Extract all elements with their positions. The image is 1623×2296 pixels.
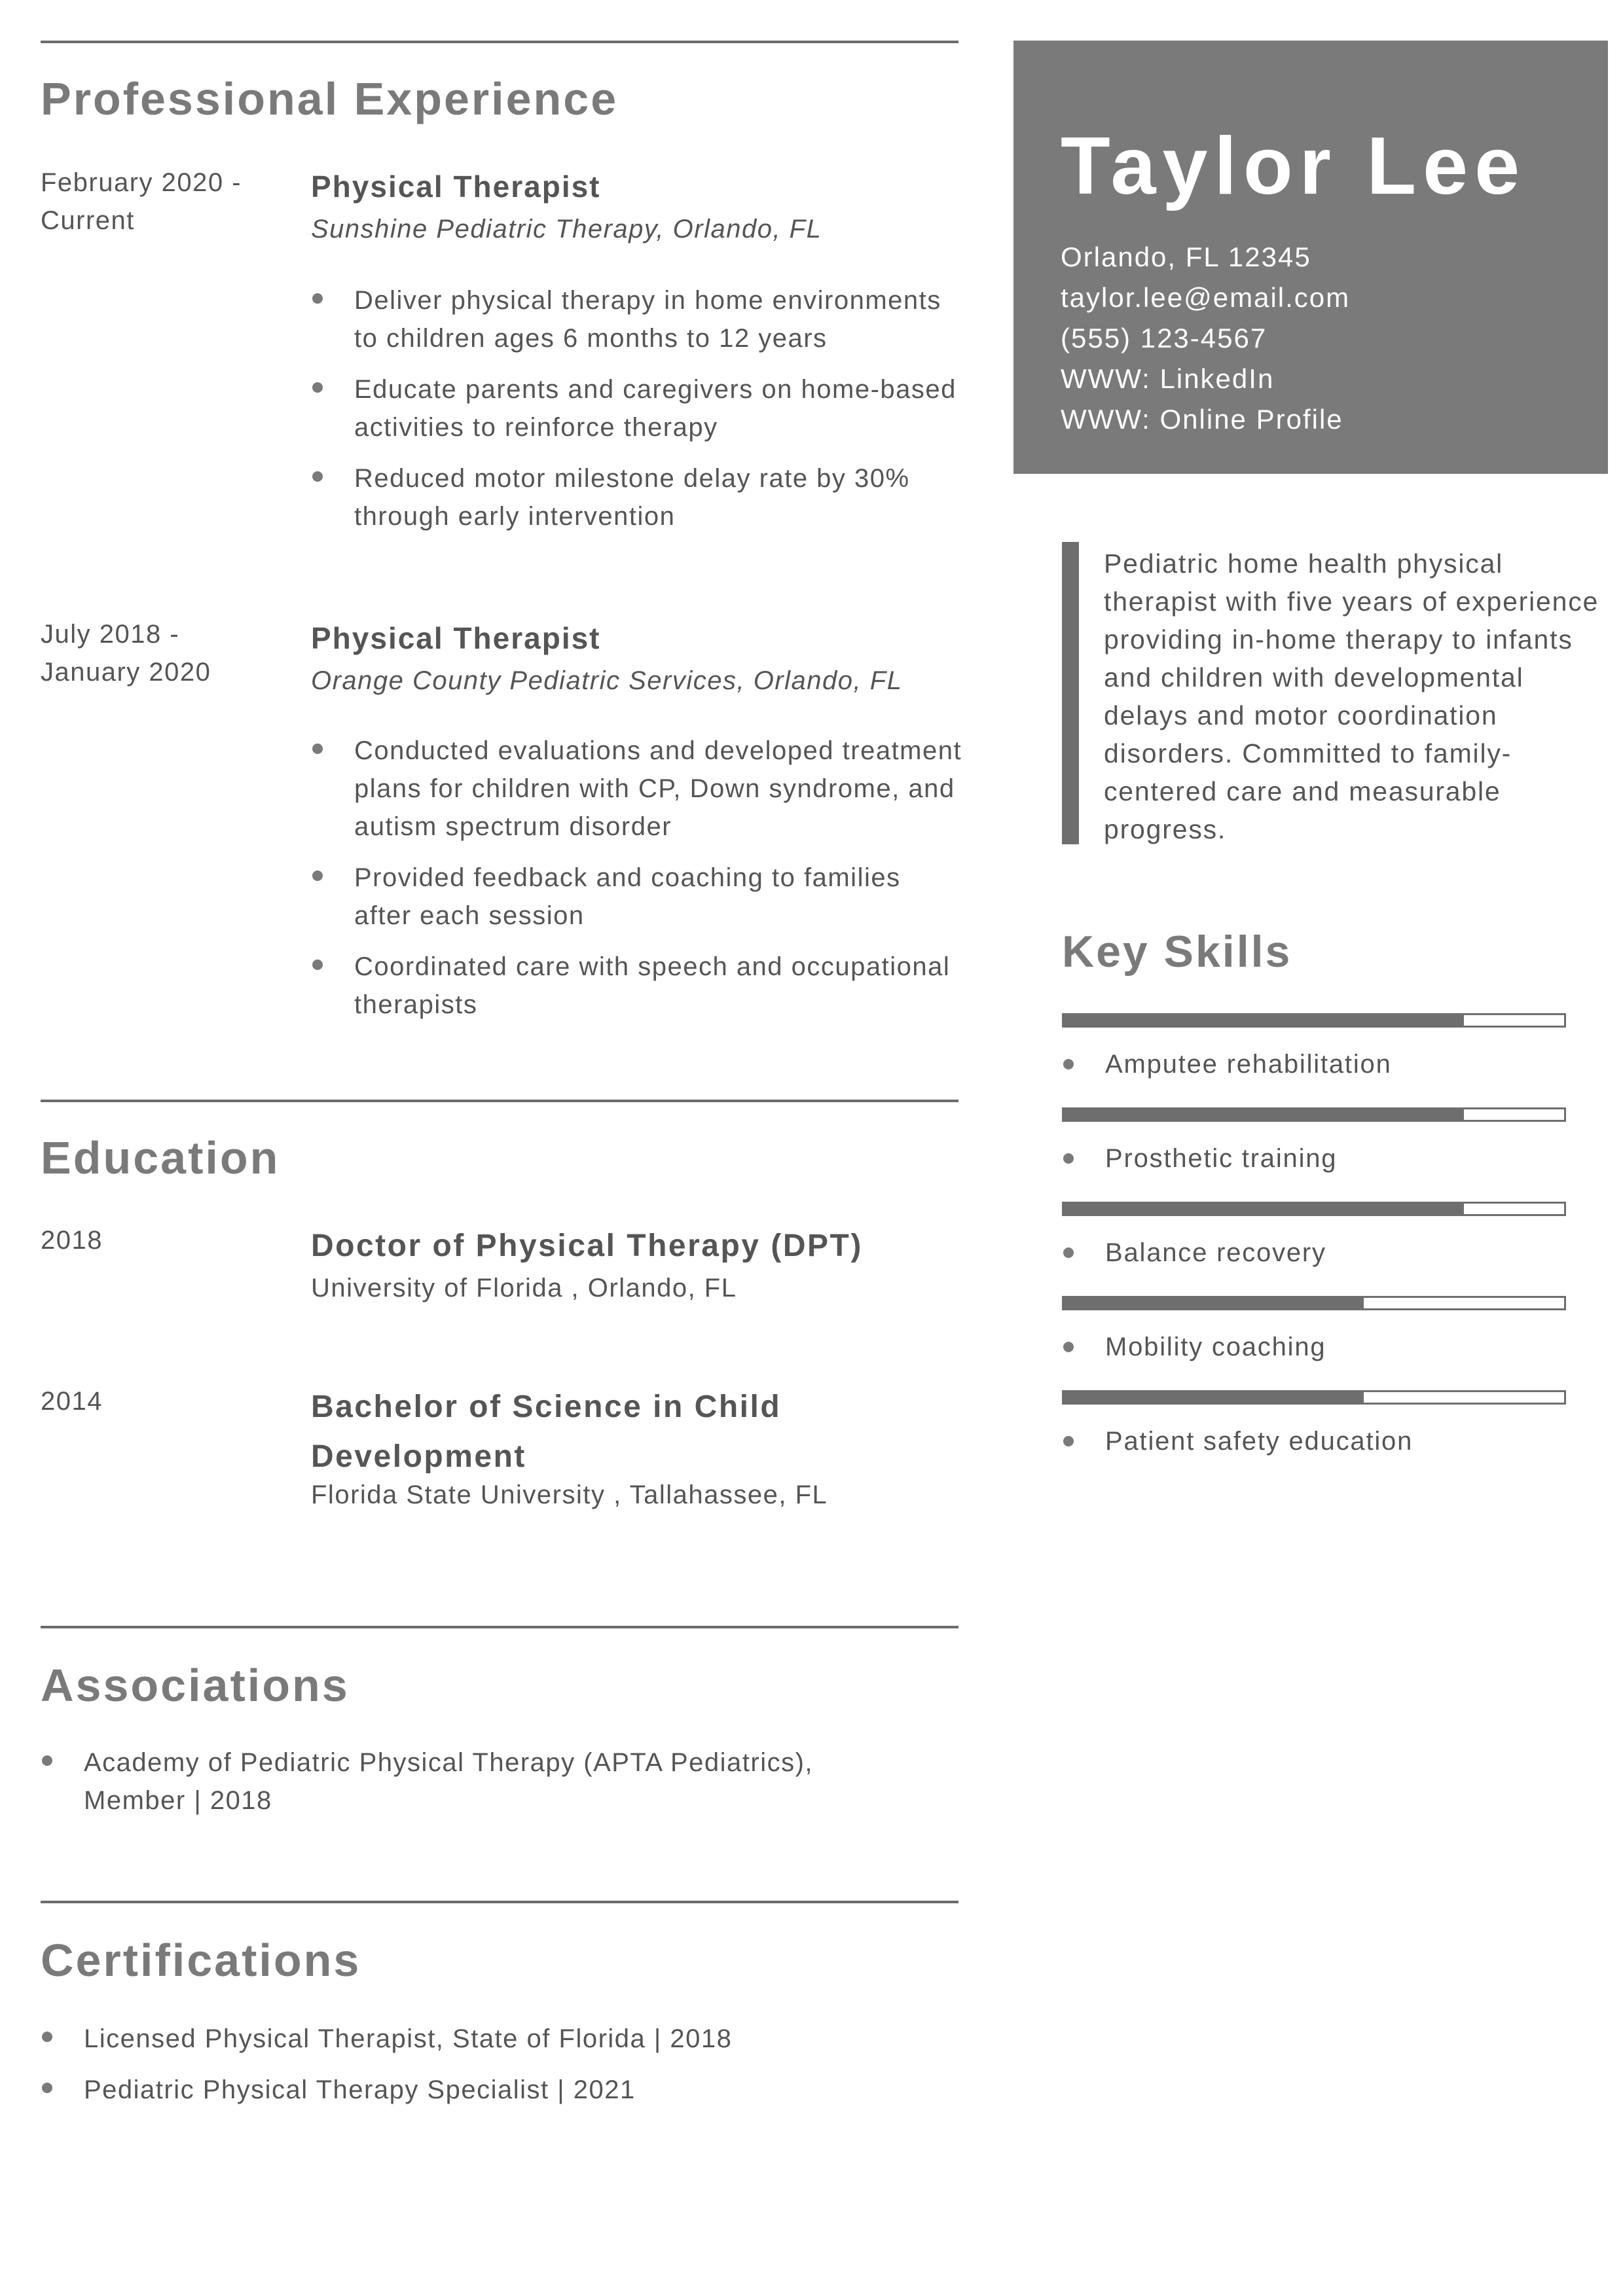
skill-name: Amputee rehabilitation — [1105, 1050, 1392, 1079]
bullet-icon — [312, 382, 323, 393]
skills-heading: Key Skills — [1062, 927, 1292, 977]
contact-profile-link[interactable]: WWW: Online Profile — [1061, 404, 1343, 435]
professional-summary: Pediatric home health physical therapist with five years of experience providing in-home therapy to infants and children with developmental delays and motor coordination disorders. Committed to family-centered care and measurable progress. — [1104, 548, 1599, 844]
job-bullets — [311, 732, 966, 1037]
skill-level-fill — [1064, 1015, 1464, 1026]
skill-level-bar — [1062, 1107, 1566, 1122]
associations-list — [41, 1744, 892, 1833]
education-school: Florida State University , Tallahassee, FL — [311, 1480, 828, 1509]
bullet-icon — [1063, 1342, 1074, 1352]
skill-name: Mobility coaching — [1105, 1333, 1326, 1361]
bullet-icon — [1063, 1247, 1074, 1258]
list-item: Provided feedback and coaching to families after each session — [311, 859, 966, 935]
header-box — [1013, 41, 1608, 474]
bullet-icon — [1063, 1436, 1074, 1446]
job-date-end: January 2020 — [41, 658, 211, 687]
bullet-icon — [312, 744, 323, 754]
contact-linkedin-link[interactable]: WWW: LinkedIn — [1061, 363, 1275, 394]
experience-heading: Professional Experience — [41, 73, 619, 124]
education-school: University of Florida , Orlando, FL — [311, 1274, 737, 1302]
job-title: Physical Therapist — [311, 621, 601, 655]
section-divider — [41, 1626, 958, 1628]
contact-email[interactable]: taylor.lee@email.com — [1061, 282, 1351, 313]
skill-level-bar — [1062, 1202, 1566, 1216]
bullet-icon — [312, 471, 323, 482]
section-divider — [41, 1901, 958, 1903]
section-divider — [41, 41, 958, 43]
skill-level-bar — [1062, 1296, 1566, 1310]
bullet-icon — [42, 2032, 52, 2042]
list-item: Deliver physical therapy in home environments to children ages 6 months to 12 years — [311, 281, 966, 357]
summary-accent-bar — [1062, 542, 1079, 844]
associations-heading: Associations — [41, 1660, 350, 1711]
education-degree: Doctor of Physical Therapy (DPT) — [311, 1229, 863, 1263]
skill-name: Prosthetic training — [1105, 1144, 1338, 1173]
job-dates — [41, 615, 276, 691]
list-item: Academy of Pediatric Physical Therapy (APTA Pediatrics), Member | 2018 — [41, 1744, 892, 1820]
education-degree: Bachelor of Science in Child Development — [311, 1390, 782, 1474]
job-company: Orange County Pediatric Services, Orlando, FL — [311, 666, 903, 695]
list-item: Conducted evaluations and developed treatment plans for children with CP, Down syndrome, and autism spectrum disorder — [311, 732, 966, 846]
skill-name: Balance recovery — [1105, 1238, 1326, 1267]
skill-level-fill — [1064, 1392, 1364, 1403]
list-item: Coordinated care with speech and occupational therapists — [311, 948, 966, 1024]
skill-level-fill — [1064, 1298, 1364, 1308]
skill-name: Patient safety education — [1105, 1427, 1413, 1456]
skill-level-fill — [1064, 1109, 1464, 1120]
bullet-icon — [312, 293, 323, 304]
bullet-icon — [42, 1755, 52, 1766]
bullet-icon — [42, 2083, 52, 2093]
job-date-start: July 2018 - — [41, 620, 180, 649]
job-date-start: February 2020 - — [41, 168, 242, 197]
bullet-icon — [312, 870, 323, 881]
job-company: Sunshine Pediatric Therapy, Orlando, FL — [311, 215, 822, 243]
education-year: 2014 — [41, 1387, 103, 1416]
job-date-end: Current — [41, 206, 135, 235]
bullet-icon — [312, 960, 323, 970]
job-dates — [41, 164, 276, 240]
certifications-heading: Certifications — [41, 1935, 361, 1986]
skill-level-bar — [1062, 1390, 1566, 1405]
certifications-list — [41, 2020, 958, 2122]
candidate-name: Taylor Lee — [1061, 121, 1527, 211]
skill-level-bar — [1062, 1013, 1566, 1028]
skill-level-fill — [1064, 1204, 1464, 1214]
section-divider — [41, 1100, 958, 1102]
job-bullets — [311, 281, 966, 548]
list-item: Pediatric Physical Therapy Specialist | 2021 — [41, 2071, 958, 2109]
contact-list — [1061, 237, 1350, 440]
bullet-icon — [1063, 1153, 1074, 1164]
bullet-icon — [1063, 1059, 1074, 1069]
job-title: Physical Therapist — [311, 170, 601, 204]
list-item: Educate parents and caregivers on home-based activities to reinforce therapy — [311, 370, 966, 446]
education-year: 2018 — [41, 1226, 103, 1255]
education-heading: Education — [41, 1132, 280, 1183]
list-item: Reduced motor milestone delay rate by 30% through early intervention — [311, 459, 966, 535]
contact-phone[interactable]: (555) 123-4567 — [1061, 323, 1267, 353]
contact-address: Orlando, FL 12345 — [1061, 242, 1311, 272]
list-item: Licensed Physical Therapist, State of Florida | 2018 — [41, 2020, 958, 2058]
